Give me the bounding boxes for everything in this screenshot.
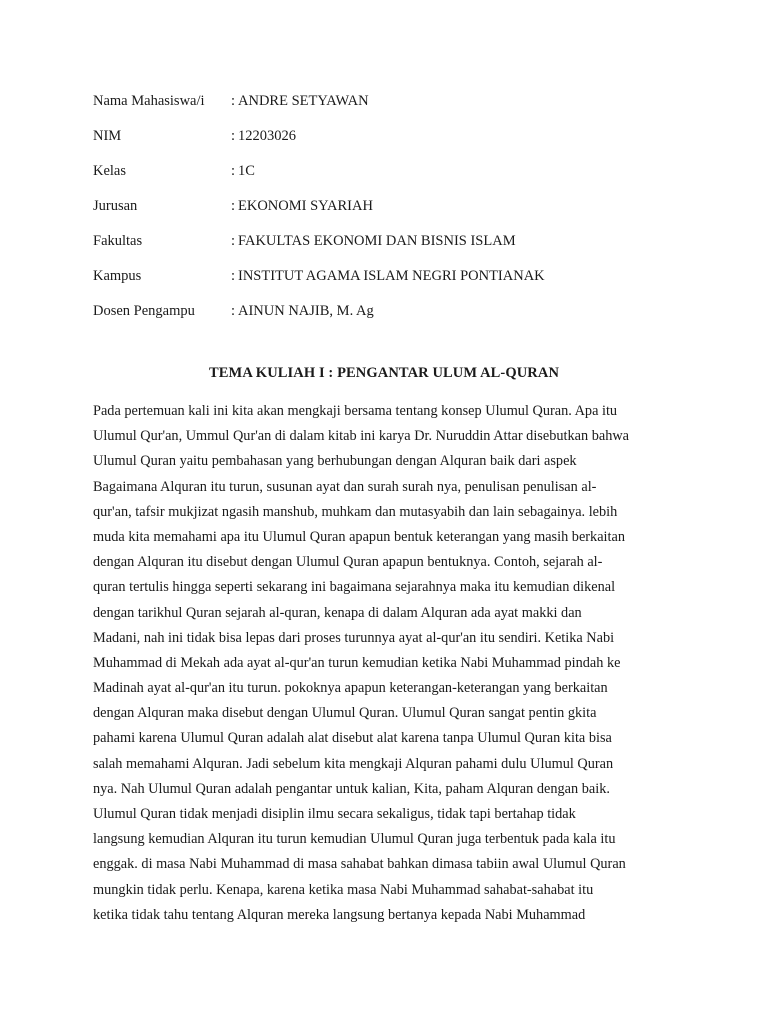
body-line: Ulumul Quran yaitu pembahasan yang berhubungan dengan Alquran baik dari aspek — [93, 453, 577, 470]
body-line: muda kita memahami apa itu Ulumul Quran apapun bentuk keterangan yang masih berkaitan — [93, 528, 625, 545]
info-label: Jurusan — [93, 198, 138, 214]
info-label: Dosen Pengampu — [93, 303, 195, 319]
body-line: Ulumul Quran tidak menjadi disiplin ilmu secara sekaligus, tidak tapi bertahap tidak — [93, 806, 576, 822]
info-separator: : — [231, 268, 236, 284]
info-row-kelas — [93, 154, 693, 189]
info-row-dosen — [93, 294, 693, 329]
body-line: Ulumul Qur'an, Ummul Qur'an di dalam kitab ini karya Dr. Nuruddin Attar disebutkan bahwa — [93, 428, 630, 445]
student-info-table — [93, 84, 693, 329]
body-line: dengan Alquran itu disebut dengan Ulumul Quran apapun bentuknya. Contoh, sejarah al- — [93, 554, 603, 571]
body-line: mungkin tidak perlu. Kenapa, karena ketika masa Nabi Muhammad sahabat-sahabat itu — [93, 881, 594, 898]
info-row-kampus — [93, 259, 693, 294]
body-line: dengan Alquran maka disebut dengan Ulumul Quran. Ulumul Quran sangat pentin gkita — [93, 705, 597, 722]
body-line: Madani, nah ini tidak bisa lepas dari proses turunnya ayat al-qur'an itu sendiri. Ketika Nabi — [93, 629, 615, 646]
body-line: dengan tarikhul Quran sejarah al-quran, kenapa di dalam Alquran ada ayat makki dan — [93, 604, 582, 621]
info-label: Kelas — [93, 163, 127, 179]
info-value: 12203026 — [238, 128, 296, 144]
info-separator: : — [231, 233, 236, 249]
body-line: Bagaimana Alquran itu turun, susunan ayat dan surah surah nya, penulisan penulisan al- — [93, 478, 597, 495]
lecture-title: TEMA KULIAH I : PENGANTAR ULUM AL-QURAN — [208, 365, 560, 381]
info-value: 1C — [238, 163, 255, 179]
info-row-jurusan — [93, 189, 693, 224]
body-line: qur'an, tafsir mukjizat ngasih manshub, muhkam dan mutasyabih dan lain sebagainya. lebih — [93, 503, 618, 520]
body-line: langsung kemudian Alquran itu turun kemudian Ulumul Quran juga terbentuk pada kala itu — [93, 831, 616, 848]
info-row-nim — [93, 119, 693, 154]
body-line: enggak. di masa Nabi Muhammad di masa sahabat bahkan dimasa tabiin awal Ulumul Quran — [93, 856, 626, 873]
info-row-fakultas — [93, 224, 693, 259]
info-separator: : — [231, 93, 236, 109]
body-line: ketika tidak tahu tentang Alquran mereka langsung bertanya kepada Nabi Muhammad — [93, 906, 586, 923]
body-line: Pada pertemuan kali ini kita akan mengkaji bersama tentang konsep Ulumul Quran. Apa itu — [93, 403, 618, 419]
info-value: AINUN NAJIB, M. Ag — [238, 303, 374, 319]
info-value: ANDRE SETYAWAN — [238, 93, 369, 109]
body-line: pahami karena Ulumul Quran adalah alat disebut alat karena tanpa Ulumul Quran kita bisa — [93, 730, 612, 747]
info-separator: : — [231, 128, 236, 144]
body-line: Madinah ayat al-qur'an itu turun. pokoknya apapun keterangan-keterangan yang berkaitan — [93, 680, 608, 697]
info-value: FAKULTAS EKONOMI DAN BISNIS ISLAM — [238, 233, 516, 249]
info-label: Fakultas — [93, 233, 143, 249]
body-line: nya. Nah Ulumul Quran adalah pengantar untuk kalian, Kita, paham Alquran dengan baik. — [93, 780, 610, 797]
info-label: Nama Mahasiswa/i — [93, 93, 205, 109]
info-separator: : — [231, 303, 236, 319]
info-separator: : — [231, 198, 236, 214]
info-value: EKONOMI SYARIAH — [238, 198, 373, 214]
body-line: salah memahami Alquran. Jadi sebelum kita mengkaji Alquran pahami dulu Ulumul Quran — [93, 755, 614, 772]
info-label: Kampus — [93, 268, 142, 284]
info-value: INSTITUT AGAMA ISLAM NEGRI PONTIANAK — [238, 268, 545, 284]
body-line: Muhammad di Mekah ada ayat al-qur'an turun kemudian ketika Nabi Muhammad pindah ke — [93, 654, 621, 671]
body-paragraph — [93, 399, 673, 928]
body-line: quran tertulis hingga seperti sekarang ini bagaimana sejarahnya maka itu kemudian dikenal — [93, 579, 616, 596]
info-row-nama — [93, 84, 693, 119]
info-label: NIM — [93, 128, 122, 144]
info-separator: : — [231, 163, 236, 179]
